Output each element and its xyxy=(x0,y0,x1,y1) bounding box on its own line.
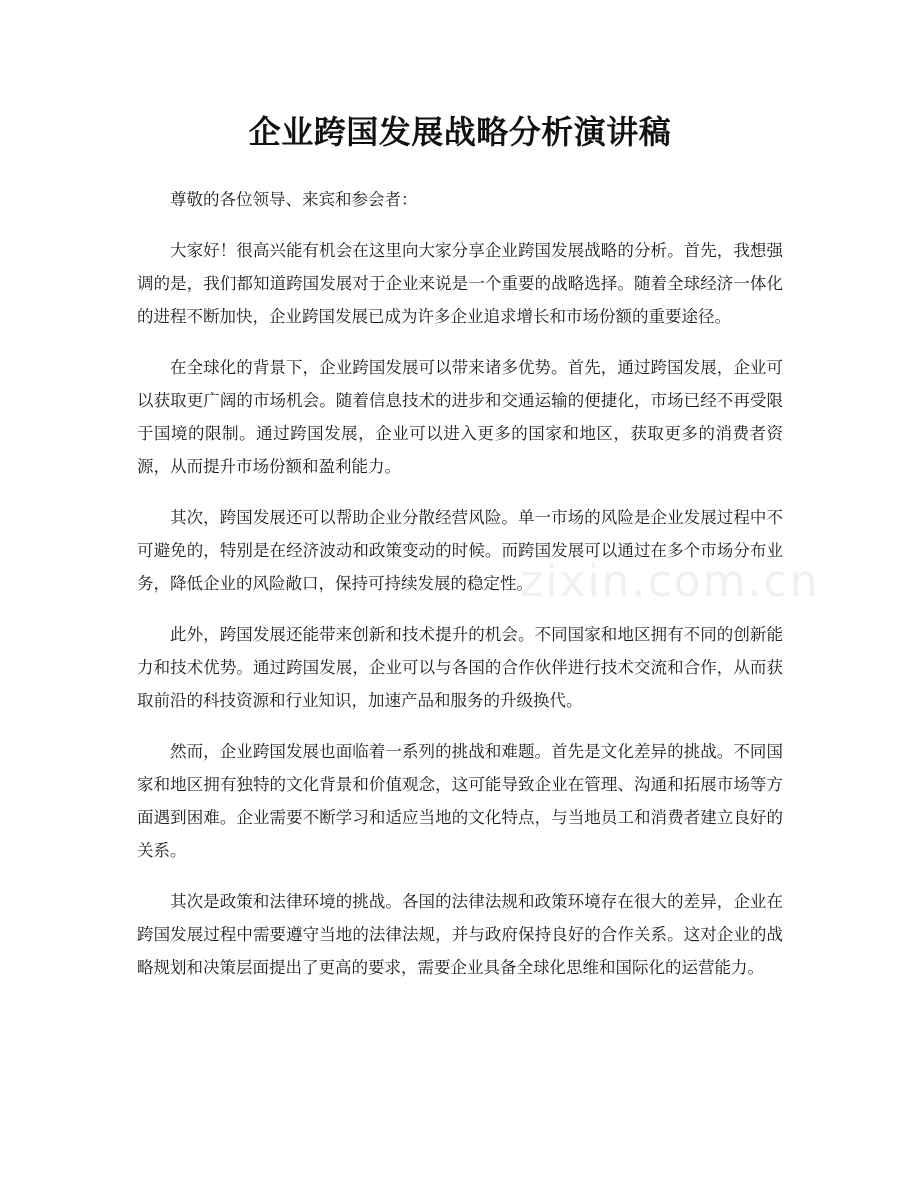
paragraph-3: 其次，跨国发展还可以帮助企业分散经营风险。单一市场的风险是企业发展过程中不可避免的，特别是在经济波动和政策变动的时候。而跨国发展可以通过在多个市场分布业务，降低企业的风险敞口，保持可持续发展的稳定性。 xyxy=(137,508,783,593)
paragraph-5: 然而，企业跨国发展也面临着一系列的挑战和难题。首先是文化差异的挑战。不同国家和地区拥有独特的文化背景和价值观念，这可能导致企业在管理、沟通和拓展市场等方面遇到困难。企业需要不断学习和适应当地的文化特点，与当地员工和消费者建立良好的关系。 xyxy=(137,742,783,860)
document-title: 企业跨国发展战略分析演讲稿 xyxy=(248,113,672,151)
document-body xyxy=(137,183,783,1002)
watermark: zixin.com.cn xyxy=(520,556,820,607)
paragraph-6: 其次是政策和法律环境的挑战。各国的法律法规和政策环境存在很大的差异，企业在跨国发展过程中需要遵守当地的法律法规，并与政府保持良好的合作关系。这对企业的战略规划和决策层面提出了更高的要求，需要企业具备全球化思维和国际化的运营能力。 xyxy=(137,892,783,977)
paragraph-4: 此外，跨国发展还能带来创新和技术提升的机会。不同国家和地区拥有不同的创新能力和技术优势。通过跨国发展，企业可以与各国的合作伙伴进行技术交流和合作，从而获取前沿的科技资源和行业知识，加速产品和服务的升级换代。 xyxy=(137,625,783,710)
paragraph-1: 大家好！很高兴能有机会在这里向大家分享企业跨国发展战略的分析。首先，我想强调的是，我们都知道跨国发展对于企业来说是一个重要的战略选择。随着全球经济一体化的进程不断加快，企业跨国发展已成为许多企业追求增长和市场份额的重要途径。 xyxy=(137,241,783,326)
greeting: 尊敬的各位领导、来宾和参会者： xyxy=(170,190,418,209)
paragraph-2: 在全球化的背景下，企业跨国发展可以带来诸多优势。首先，通过跨国发展，企业可以获取更广阔的市场机会。随着信息技术的进步和交通运输的便捷化，市场已经不再受限于国境的限制。通过跨国发展，企业可以进入更多的国家和地区，获取更多的消费者资源，从而提升市场份额和盈利能力。 xyxy=(137,358,783,476)
